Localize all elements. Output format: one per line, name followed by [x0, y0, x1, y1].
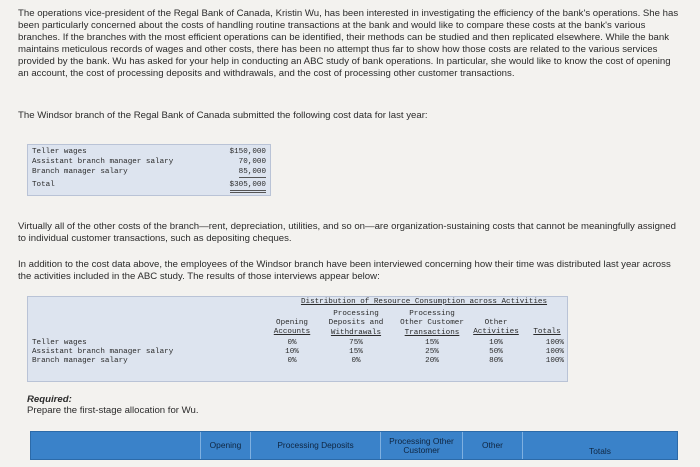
cell-value: 0% — [351, 357, 361, 365]
answer-header-blank — [31, 432, 201, 459]
row-label: Assistant branch manager salary — [32, 348, 174, 356]
cost-label: Teller wages — [32, 148, 87, 156]
cell-value: 20% — [425, 357, 439, 365]
cell-value: 15% — [425, 339, 439, 347]
cell-value: 25% — [425, 348, 439, 356]
cell-value: 100% — [545, 357, 564, 365]
other-costs-paragraph: Virtually all of the other costs of the branch—rent, depreciation, utilities, and so on—are organization-sustaining costs that cannot be meaningfully assigned to individual customer transactions, such as depositing cheques. — [18, 221, 676, 244]
column-header-opening: Opening Accounts — [273, 319, 311, 337]
cost-value: 70,000 — [238, 158, 266, 166]
answer-header-processing-other: Processing Other Customer — [381, 432, 463, 459]
answer-header-totals: Totals — [589, 446, 611, 456]
cost-label: Assistant branch manager salary — [32, 158, 174, 166]
answer-table-header — [30, 431, 678, 460]
answer-header-opening: Opening — [201, 432, 251, 459]
table-row — [32, 158, 266, 168]
cost-label: Branch manager salary — [32, 168, 128, 176]
cost-value: $150,000 — [229, 148, 266, 156]
cell-value: 75% — [349, 339, 363, 347]
cell-value: 100% — [545, 339, 564, 347]
cost-data-table — [27, 144, 271, 196]
cell-value: 50% — [489, 348, 503, 356]
row-label: Branch manager salary — [32, 357, 128, 365]
required-heading: Required: — [27, 394, 72, 405]
cost-label: Total — [32, 181, 55, 189]
table-row — [32, 148, 266, 158]
intro-paragraph: The operations vice-president of the Regal Bank of Canada, Kristin Wu, has been interested in investigating the efficiency of the bank's operations. She has been particularly concerned about the costs of handling routine transactions at the bank and would like to compare these costs at the bank's various branches. If the branches with the most efficient operations can be identified, their methods can be studied and then replicated elsewhere. While the bank maintains meticulous records of wages and other costs, there has been no attempt thus far to show how those costs are related to the various services provided by the bank. Wu has asked for your help in conducting an ABC study of bank operations. In particular, she would like to know the cost of opening an account, the cost of processing deposits and withdrawals, and the cost of processing other customer transactions. — [18, 8, 679, 79]
distribution-table — [27, 296, 568, 382]
column-header-other-transactions: Processing Other Customer Transactions — [400, 310, 464, 337]
row-label: Teller wages — [32, 339, 87, 347]
cell-value: 15% — [349, 348, 363, 356]
cell-value: 10% — [489, 339, 503, 347]
table-row — [32, 168, 266, 178]
cell-value: 0% — [287, 357, 297, 365]
table-row — [32, 181, 266, 191]
required-text: Prepare the first-stage allocation for Wu. — [27, 405, 199, 416]
column-header-deposits: Processing Deposits and Withdrawals — [328, 310, 384, 337]
cell-value: 10% — [285, 348, 299, 356]
cost-value: $305,000 — [230, 181, 266, 193]
cell-value: 0% — [287, 339, 297, 347]
interviews-paragraph: In addition to the cost data above, the employees of the Windsor branch have been interviewed concerning how their time was distributed last year across the activities included in the ABC study. The results of those interviews appear below: — [18, 259, 671, 282]
column-header-other-activities: Other Activities — [473, 319, 519, 337]
answer-header-other: Other — [463, 432, 523, 459]
column-header-totals: Totals — [533, 328, 561, 336]
windsor-intro-line: The Windsor branch of the Regal Bank of Canada submitted the following cost data for last year: — [18, 110, 428, 121]
cell-value: 80% — [489, 357, 503, 365]
table-title: Distribution of Resource Consumption across Activities — [300, 298, 548, 306]
cost-value: 85,000 — [239, 168, 266, 178]
cell-value: 100% — [545, 348, 564, 356]
answer-header-processing-deposits: Processing Deposits — [251, 432, 381, 459]
